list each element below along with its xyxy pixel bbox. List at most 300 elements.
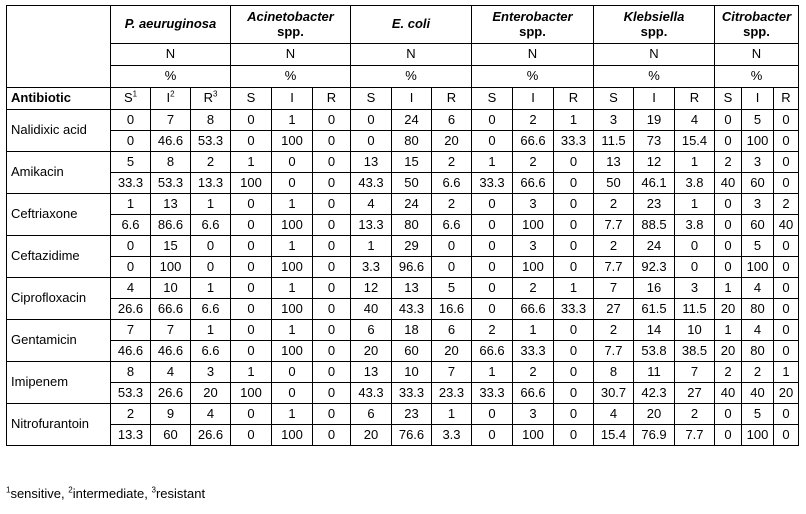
count-cell: 4 [351,194,392,215]
count-cell: 1 [472,152,513,173]
count-cell: 8 [191,110,231,131]
percent-cell: 0 [774,131,799,152]
percent-cell: 0 [313,425,351,446]
table-row-count [7,362,799,383]
antibiotic-name: Nalidixic acid [7,110,111,152]
percent-cell: 43.3 [351,383,392,404]
footnote-sup-3: 3 [151,485,156,495]
percent-cell: 3.3 [432,425,472,446]
sir-superscript: 2 [170,90,175,100]
count-cell: 1 [774,362,799,383]
count-cell: 7 [432,362,472,383]
percent-cell: 0 [231,341,272,362]
count-cell: 0 [774,236,799,257]
organism-header-5 [715,6,799,44]
sir-header-i [272,88,313,110]
count-cell: 3 [594,110,634,131]
n-label: N [715,44,799,66]
sir-header-s [472,88,513,110]
count-cell: 5 [432,278,472,299]
count-cell: 0 [472,194,513,215]
percent-cell: 16.6 [432,299,472,320]
count-cell: 0 [472,236,513,257]
count-cell: 10 [675,320,715,341]
percent-cell: 0 [313,257,351,278]
percent-cell: 0 [231,299,272,320]
percent-cell: 73 [634,131,675,152]
percent-cell: 20 [432,131,472,152]
percent-cell: 0 [313,215,351,236]
antibiotic-susceptibility-table [6,5,799,446]
percent-cell: 0 [554,425,594,446]
count-cell: 0 [554,152,594,173]
count-cell: 0 [554,194,594,215]
count-cell: 5 [742,110,774,131]
count-cell: 0 [554,362,594,383]
footnote-sup-1: 1 [6,485,11,495]
sir-header-s [111,88,151,110]
percent-cell: 0 [715,257,742,278]
percent-cell: 100 [272,257,313,278]
table-row-count [7,278,799,299]
sir-label: R [568,90,579,106]
table-row-percent [7,341,799,362]
n-label: N [231,44,351,66]
percent-cell: 0 [313,131,351,152]
organism-name: Acinetobacter [247,9,334,25]
pct-label-row [7,66,799,88]
count-cell: 2 [513,110,554,131]
count-cell: 29 [392,236,432,257]
organism-name: Klebsiella [623,9,685,25]
percent-cell: 13.3 [351,215,392,236]
percent-cell: 53.3 [111,383,151,404]
percent-cell: 0 [554,341,594,362]
antibiotic-name: Amikacin [7,152,111,194]
count-cell: 0 [313,278,351,299]
count-cell: 3 [742,194,774,215]
count-cell: 4 [151,362,191,383]
antibiotic-name: Ceftazidime [7,236,111,278]
percent-cell: 50 [594,173,634,194]
count-cell: 2 [715,152,742,173]
count-cell: 0 [272,152,313,173]
percent-cell: 92.3 [634,257,675,278]
count-cell: 0 [313,362,351,383]
percent-cell: 86.6 [151,215,191,236]
percent-cell: 0 [554,215,594,236]
pct-label: % [594,66,715,88]
organism-suffix: spp. [743,23,770,39]
count-cell: 2 [432,194,472,215]
n-label: N [351,44,472,66]
percent-cell: 53.3 [151,173,191,194]
count-cell: 7 [151,110,191,131]
percent-cell: 6.6 [191,215,231,236]
percent-cell: 100 [272,131,313,152]
count-cell: 1 [111,194,151,215]
count-cell: 1 [231,362,272,383]
n-label: N [111,44,231,66]
percent-cell: 60 [742,173,774,194]
percent-cell: 30.7 [594,383,634,404]
sir-label: R [326,90,337,106]
count-cell: 1 [513,320,554,341]
count-cell: 20 [634,404,675,425]
percent-cell: 0 [472,215,513,236]
count-cell: 2 [472,320,513,341]
sir-superscript: 3 [212,90,218,100]
percent-cell: 0 [554,173,594,194]
percent-cell: 23.3 [432,383,472,404]
sir-header-r [554,88,594,110]
count-cell: 0 [554,404,594,425]
sir-label: S [123,90,133,106]
corner-cell [7,6,111,88]
percent-cell: 33.3 [392,383,432,404]
count-cell: 2 [432,152,472,173]
table-row-percent [7,173,799,194]
count-cell: 6 [351,320,392,341]
percent-cell: 46.6 [151,341,191,362]
sir-header-s [351,88,392,110]
percent-cell: 0 [191,257,231,278]
count-cell: 2 [594,194,634,215]
percent-cell: 33.3 [554,299,594,320]
percent-cell: 80 [392,215,432,236]
count-cell: 13 [351,152,392,173]
count-cell: 4 [742,320,774,341]
percent-cell: 0 [472,425,513,446]
sir-label: I [531,90,535,106]
percent-cell: 40 [774,215,799,236]
percent-cell: 66.6 [513,299,554,320]
percent-cell: 0 [774,173,799,194]
percent-cell: 0 [231,257,272,278]
antibiotic-name: Nitrofurantoin [7,404,111,446]
percent-cell: 0 [554,257,594,278]
count-cell: 11 [634,362,675,383]
percent-cell: 0 [472,257,513,278]
count-cell: 16 [634,278,675,299]
footnote-text-sensitive: sensitive, [10,486,69,501]
count-cell: 13 [351,362,392,383]
pct-label: % [231,66,351,88]
percent-cell: 100 [742,131,774,152]
table-container [6,5,799,446]
percent-cell: 20 [351,425,392,446]
count-cell: 3 [513,236,554,257]
organism-suffix: spp. [277,23,304,39]
count-cell: 6 [432,320,472,341]
percent-cell: 0 [351,131,392,152]
table-row-percent [7,425,799,446]
organism-suffix: spp. [640,23,668,39]
percent-cell: 0 [774,299,799,320]
count-cell: 0 [231,236,272,257]
count-cell: 1 [351,236,392,257]
organism-header-3 [472,6,594,44]
sir-label: S [723,90,733,106]
percent-cell: 80 [742,299,774,320]
percent-cell: 100 [513,425,554,446]
sir-header-s [594,88,634,110]
sir-header-s [715,88,742,110]
percent-cell: 6.6 [191,341,231,362]
sir-label: I [166,90,171,106]
table-row-count [7,236,799,257]
organism-header-2 [351,6,472,44]
count-cell: 1 [554,110,594,131]
percent-cell: 40 [715,173,742,194]
percent-cell: 100 [513,257,554,278]
count-cell: 7 [594,278,634,299]
percent-cell: 20 [715,299,742,320]
percent-cell: 3.8 [675,173,715,194]
organism-header-row [7,6,799,44]
percent-cell: 76.9 [634,425,675,446]
percent-cell: 46.6 [151,131,191,152]
sir-label: S [609,90,618,106]
sir-label: I [652,90,656,106]
count-cell: 1 [675,152,715,173]
count-cell: 0 [313,110,351,131]
percent-cell: 0 [554,383,594,404]
sir-label: I [409,90,414,106]
percent-cell: 15.4 [594,425,634,446]
percent-cell: 0 [111,131,151,152]
percent-cell: 40 [715,383,742,404]
organism-header-0 [111,6,231,44]
table-row-count [7,110,799,131]
sir-header-i [513,88,554,110]
percent-cell: 100 [231,383,272,404]
n-label: N [594,44,715,66]
percent-cell: 6.6 [432,173,472,194]
percent-cell: 0 [313,173,351,194]
sir-header-r [675,88,715,110]
footnote-text-intermediate: intermediate, [72,486,152,501]
sir-label: R [689,90,700,106]
percent-cell: 33.3 [472,173,513,194]
table-row-count [7,404,799,425]
count-cell: 1 [272,110,313,131]
antibiotic-name: Imipenem [7,362,111,404]
percent-cell: 11.5 [675,299,715,320]
percent-cell: 40 [742,383,774,404]
percent-cell: 61.5 [634,299,675,320]
sir-header-i [634,88,675,110]
percent-cell: 0 [231,131,272,152]
percent-cell: 13.3 [111,425,151,446]
sir-superscript: 1 [132,90,138,100]
sir-label: S [487,90,497,106]
count-cell: 18 [392,320,432,341]
percent-cell: 0 [715,425,742,446]
count-cell: 0 [313,152,351,173]
count-cell: 2 [774,194,799,215]
count-cell: 23 [634,194,675,215]
count-cell: 0 [715,404,742,425]
percent-cell: 60 [742,215,774,236]
percent-cell: 0 [774,341,799,362]
count-cell: 5 [742,404,774,425]
count-cell: 12 [634,152,675,173]
sir-label: S [246,90,256,106]
count-cell: 2 [594,236,634,257]
percent-cell: 20 [191,383,231,404]
table-row-percent [7,383,799,404]
count-cell: 24 [392,194,432,215]
count-cell: 4 [742,278,774,299]
count-cell: 4 [594,404,634,425]
percent-cell: 27 [594,299,634,320]
count-cell: 12 [351,278,392,299]
percent-cell: 3.3 [351,257,392,278]
antibiotic-name: Ciprofloxacin [7,278,111,320]
percent-cell: 0 [432,257,472,278]
organism-name: E. coli [391,16,431,32]
percent-cell: 0 [231,215,272,236]
count-cell: 13 [594,152,634,173]
count-cell: 0 [675,236,715,257]
count-cell: 14 [634,320,675,341]
count-cell: 0 [231,404,272,425]
percent-cell: 6.6 [111,215,151,236]
percent-cell: 0 [715,131,742,152]
percent-cell: 33.3 [554,131,594,152]
percent-cell: 0 [675,257,715,278]
count-cell: 2 [715,362,742,383]
table-row-percent [7,299,799,320]
count-cell: 0 [715,110,742,131]
pct-label: % [472,66,594,88]
count-cell: 9 [151,404,191,425]
count-cell: 2 [513,278,554,299]
count-cell: 7 [675,362,715,383]
count-cell: 0 [774,320,799,341]
count-cell: 1 [715,278,742,299]
antibiotic-name: Ceftriaxone [7,194,111,236]
sir-header-r [774,88,799,110]
sir-label: R [203,90,213,106]
count-cell: 1 [432,404,472,425]
percent-cell: 96.6 [392,257,432,278]
percent-cell: 43.3 [392,299,432,320]
count-cell: 0 [715,194,742,215]
count-cell: 0 [313,194,351,215]
antibiotic-header: Antibiotic [7,88,111,110]
percent-cell: 0 [111,257,151,278]
count-cell: 1 [191,194,231,215]
percent-cell: 20 [715,341,742,362]
count-cell: 0 [351,110,392,131]
percent-cell: 0 [313,341,351,362]
percent-cell: 0 [472,299,513,320]
count-cell: 1 [191,320,231,341]
organism-suffix: spp. [519,23,546,39]
count-cell: 1 [272,404,313,425]
percent-cell: 11.5 [594,131,634,152]
count-cell: 1 [272,320,313,341]
count-cell: 2 [675,404,715,425]
table-row-percent [7,131,799,152]
count-cell: 0 [231,278,272,299]
count-cell: 1 [272,194,313,215]
percent-cell: 20 [351,341,392,362]
count-cell: 4 [191,404,231,425]
count-cell: 24 [392,110,432,131]
percent-cell: 100 [151,257,191,278]
sir-header-r [191,88,231,110]
percent-cell: 7.7 [675,425,715,446]
percent-cell: 33.3 [472,383,513,404]
organism-header-1 [231,6,351,44]
percent-cell: 26.6 [111,299,151,320]
count-cell: 6 [432,110,472,131]
antibiotic-name: Gentamicin [7,320,111,362]
count-cell: 0 [231,110,272,131]
count-cell: 3 [513,404,554,425]
percent-cell: 3.8 [675,215,715,236]
count-cell: 4 [675,110,715,131]
count-cell: 0 [111,236,151,257]
percent-cell: 13.3 [191,173,231,194]
percent-cell: 100 [742,257,774,278]
count-cell: 24 [634,236,675,257]
percent-cell: 7.7 [594,215,634,236]
count-cell: 0 [472,278,513,299]
count-cell: 0 [111,110,151,131]
count-cell: 2 [191,152,231,173]
sir-header-i [392,88,432,110]
count-cell: 2 [513,152,554,173]
percent-cell: 26.6 [151,383,191,404]
count-cell: 2 [111,404,151,425]
count-cell: 1 [272,278,313,299]
count-cell: 2 [742,362,774,383]
count-cell: 1 [554,278,594,299]
percent-cell: 60 [151,425,191,446]
percent-cell: 0 [313,299,351,320]
percent-cell: 6.6 [432,215,472,236]
percent-cell: 20 [432,341,472,362]
count-cell: 4 [111,278,151,299]
percent-cell: 0 [272,173,313,194]
percent-cell: 80 [392,131,432,152]
table-row-count [7,320,799,341]
count-cell: 15 [392,152,432,173]
percent-cell: 53.3 [191,131,231,152]
table-row-count [7,152,799,173]
count-cell: 0 [554,320,594,341]
footnote [6,486,205,501]
sir-label: I [755,90,760,106]
percent-cell: 100 [231,173,272,194]
organism-header-4 [594,6,715,44]
percent-cell: 66.6 [513,173,554,194]
percent-cell: 0 [231,425,272,446]
count-cell: 10 [392,362,432,383]
count-cell: 2 [513,362,554,383]
percent-cell: 50 [392,173,432,194]
count-cell: 0 [191,236,231,257]
percent-cell: 0 [715,215,742,236]
count-cell: 0 [774,152,799,173]
percent-cell: 66.6 [513,131,554,152]
percent-cell: 88.5 [634,215,675,236]
pct-label: % [715,66,799,88]
